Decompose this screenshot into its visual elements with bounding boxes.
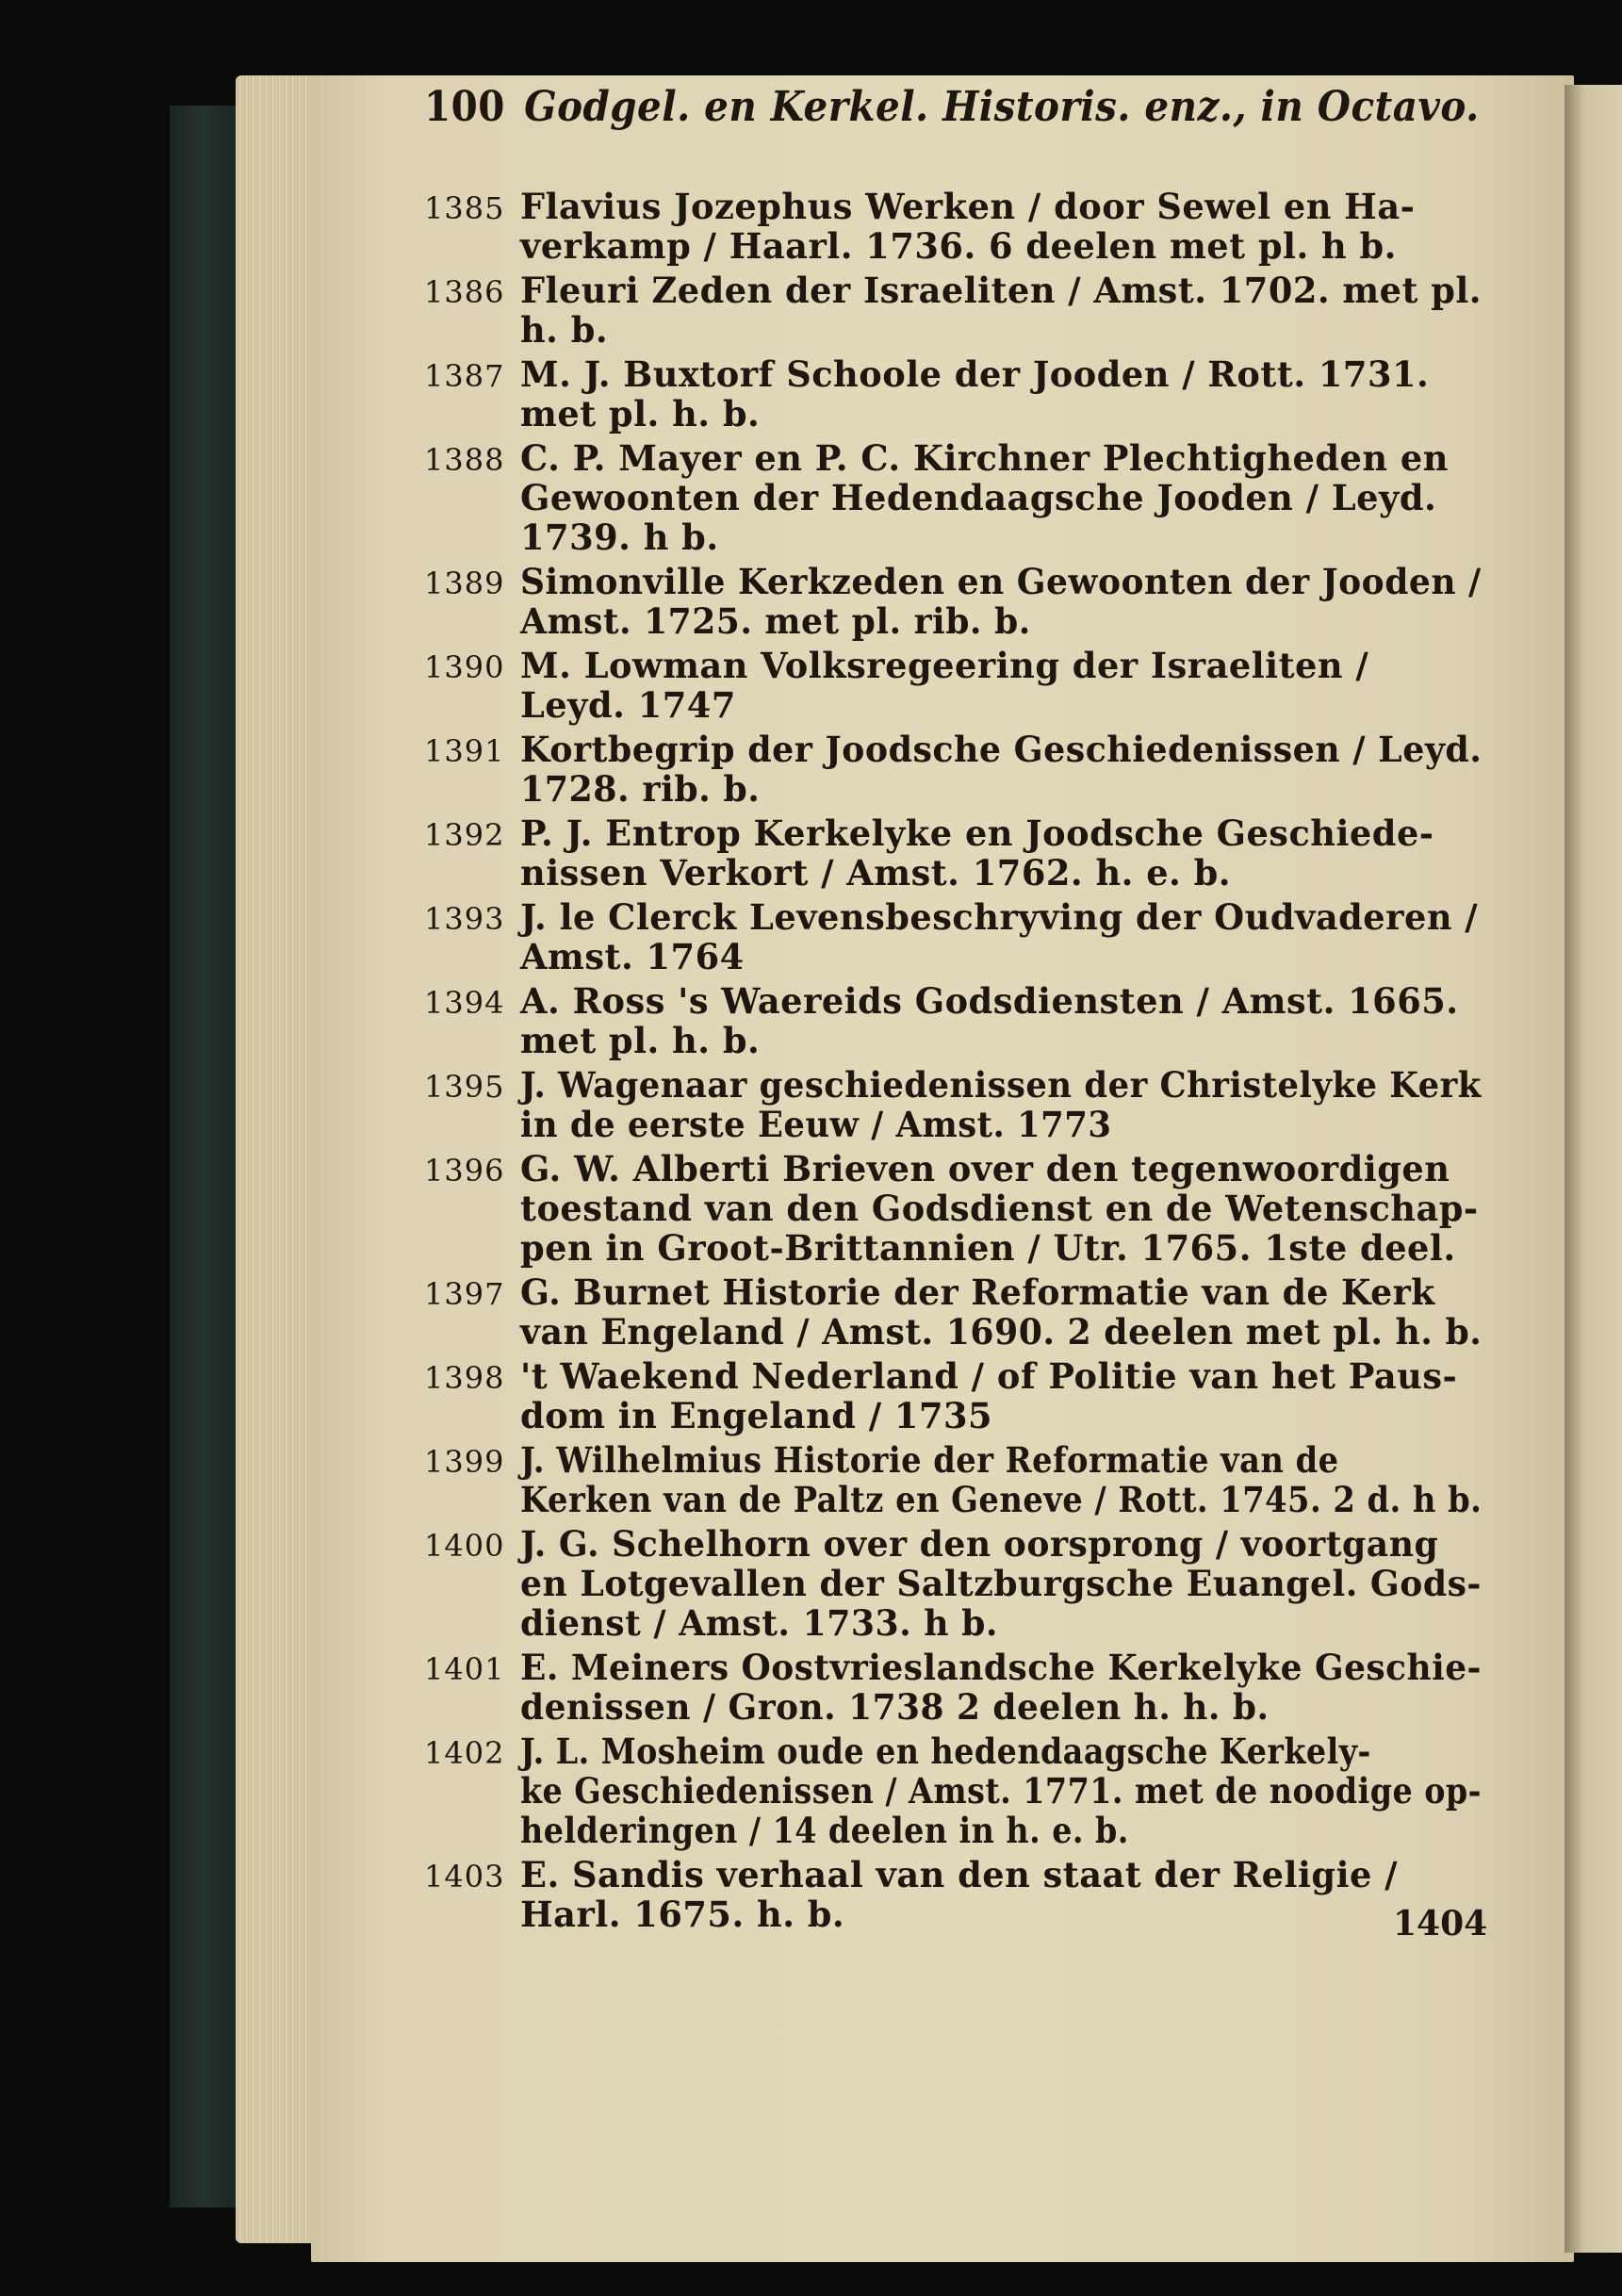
entry-line: Simonville Kerkzeden en Gewoonten der Jooden / <box>520 561 1482 602</box>
entry-line: E. Meiners Oostvrieslandsche Kerkelyke Geschie- <box>520 1647 1482 1688</box>
entry-line: helderingen / 14 deelen in h. e. b. <box>520 1810 1129 1851</box>
entry-number: 1399 <box>424 1444 505 1480</box>
entry-number: 1385 <box>424 190 505 226</box>
catalogue-entry <box>424 562 1489 641</box>
entry-number: 1403 <box>424 1859 505 1894</box>
entry-line: dom in Engeland / 1735 <box>520 1395 993 1436</box>
entry-description <box>520 981 1489 1060</box>
entry-line: J. L. Mosheim oude en hedendaagsche Kerkely- <box>520 1730 1371 1772</box>
catalogue-entry <box>424 1648 1489 1727</box>
catalogue-entry <box>424 271 1489 350</box>
entry-number: 1402 <box>424 1735 505 1771</box>
entry-number: 1397 <box>424 1276 505 1312</box>
catalogue-entry <box>424 1440 1489 1519</box>
entry-line: verkamp / Haarl. 1736. 6 deelen met pl. h b. <box>520 225 1397 267</box>
entry-line: denissen / Gron. 1738 2 deelen h. h. b. <box>520 1686 1270 1728</box>
entry-description <box>520 897 1489 976</box>
entry-description <box>520 187 1489 266</box>
entry-description <box>520 1855 1489 1934</box>
entry-line: G. W. Alberti Brieven over den tegenwoordigen <box>520 1148 1450 1189</box>
entry-line: J. Wagenaar geschiedenissen der Christelyke Kerk <box>520 1064 1482 1106</box>
entry-number: 1394 <box>424 985 505 1021</box>
entry-number: 1393 <box>424 901 505 937</box>
entry-line: Amst. 1764 <box>520 936 745 977</box>
entry-line: C. P. Mayer en P. C. Kirchner Plechtigheden en <box>520 437 1449 479</box>
entry-line: Flavius Jozephus Werken / door Sewel en Ha- <box>520 186 1416 227</box>
entry-line: E. Sandis verhaal van den staat der Religie / <box>520 1854 1399 1895</box>
entry-line: 't Waekend Nederland / of Politie van het Paus- <box>520 1355 1458 1397</box>
entry-number: 1396 <box>424 1153 505 1189</box>
catalogue-entry <box>424 354 1489 434</box>
entry-number: 1395 <box>424 1069 505 1105</box>
entry-description <box>520 646 1489 725</box>
entry-line: J. le Clerck Levensbeschryving der Oudvaderen / <box>520 896 1479 938</box>
entry-description <box>520 730 1499 809</box>
entry-line: met pl. h. b. <box>520 393 761 435</box>
catalogue-entry <box>424 1731 1489 1850</box>
entry-line: A. Ross 's Waereids Godsdiensten / Amst. 1665. <box>520 980 1459 1022</box>
catchword: 1404 <box>1393 1904 1488 1943</box>
entry-line: M. Lowman Volksregeering der Israeliten / <box>520 645 1369 686</box>
catalogue-entry <box>424 438 1489 557</box>
catalogue-entry <box>424 1356 1489 1435</box>
entry-number: 1391 <box>424 733 505 769</box>
entry-line: Harl. 1675. h. b. <box>520 1894 845 1935</box>
entry-description <box>520 562 1507 641</box>
entry-number: 1389 <box>424 566 505 601</box>
entry-description <box>520 1440 1575 1519</box>
entry-line: pen in Groot-Brittannien / Utr. 1765. 1ste deel. <box>520 1227 1456 1269</box>
entry-description <box>520 1149 1489 1268</box>
entry-line: J. G. Schelhorn over den oorsprong / voortgang <box>520 1523 1439 1565</box>
entry-line: ke Geschiedenissen / Amst. 1771. met de noodige op- <box>520 1770 1482 1812</box>
entry-description <box>520 271 1490 350</box>
entry-line: Fleuri Zeden der Israeliten / Amst. 1702. met pl. <box>520 270 1483 311</box>
catalogue-entry <box>424 730 1489 809</box>
entry-line: Gewoonten der Hedendaagsche Jooden / Leyd. <box>520 477 1437 518</box>
entry-number: 1400 <box>424 1528 505 1564</box>
catalogue-entry <box>424 897 1489 976</box>
entry-number: 1401 <box>424 1651 505 1687</box>
entry-number: 1387 <box>424 358 505 394</box>
catalogue-entry <box>424 1272 1489 1352</box>
entry-line: 1728. rib. b. <box>520 768 761 810</box>
page-title: Godgel. en Kerkel. Historis. enz., in Octavo. <box>524 83 1480 131</box>
catalogue-entry <box>424 981 1489 1060</box>
entry-description <box>520 1731 1587 1850</box>
entry-number: 1388 <box>424 442 505 478</box>
catalogue-entries <box>424 187 1489 1939</box>
page-number: 100 <box>424 83 505 131</box>
entry-line: van Engeland / Amst. 1690. 2 deelen met pl. h. b. <box>520 1311 1483 1353</box>
entry-description <box>520 1648 1511 1727</box>
entry-line: h. b. <box>520 309 609 351</box>
entry-line: Amst. 1725. met pl. rib. b. <box>520 600 1031 642</box>
catalogue-entry <box>424 1149 1489 1268</box>
entry-line: dienst / Amst. 1733. h b. <box>520 1602 998 1644</box>
running-head <box>424 83 1480 131</box>
entry-line: en Lotgevallen der Saltzburgsche Euangel. Gods- <box>520 1563 1482 1604</box>
entry-line: toestand van den Godsdienst en de Wetenschap- <box>520 1188 1479 1229</box>
entry-number: 1386 <box>424 274 505 310</box>
entry-description <box>520 1272 1503 1352</box>
catalogue-entry <box>424 1855 1489 1934</box>
entry-line: 1739. h b. <box>520 517 719 558</box>
entry-description <box>520 1356 1489 1435</box>
entry-line: in de eerste Eeuw / Amst. 1773 <box>520 1104 1112 1145</box>
entry-line: Leyd. 1747 <box>520 684 736 726</box>
entry-line: nissen Verkort / Amst. 1762. h. e. b. <box>520 852 1232 894</box>
entry-line: met pl. h. b. <box>520 1020 761 1061</box>
entry-line: Kortbegrip der Joodsche Geschiedenissen / Leyd. <box>520 729 1483 770</box>
entry-line: Kerken van de Paltz en Geneve / Rott. 1745. 2 d. h b. <box>520 1479 1483 1520</box>
entry-line: J. Wilhelmius Historie der Reformatie van de <box>520 1439 1339 1481</box>
entry-number: 1390 <box>424 649 505 685</box>
entry-description <box>520 1524 1504 1643</box>
catalogue-entry <box>424 813 1489 893</box>
entry-line: G. Burnet Historie der Reformatie van de Kerk <box>520 1271 1435 1313</box>
entry-number: 1392 <box>424 817 505 853</box>
entry-description <box>520 438 1489 557</box>
entry-line: M. J. Buxtorf Schoole der Jooden / Rott. 1731. <box>520 353 1430 395</box>
entry-number: 1398 <box>424 1360 505 1396</box>
entry-description <box>520 813 1489 893</box>
catalogue-entry <box>424 1065 1489 1144</box>
catalogue-entry <box>424 646 1489 725</box>
catalogue-entry <box>424 1524 1489 1643</box>
catalogue-entry <box>424 187 1489 266</box>
entry-line: P. J. Entrop Kerkelyke en Joodsche Geschiede- <box>520 812 1434 854</box>
entry-description <box>520 1065 1526 1144</box>
entry-description <box>520 354 1489 434</box>
